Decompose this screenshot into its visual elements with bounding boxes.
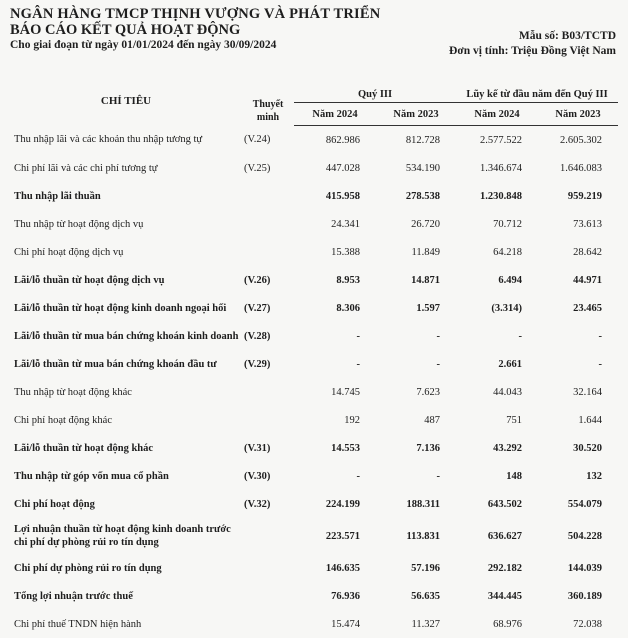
cell-ytd-2024: 643.502 <box>456 490 538 518</box>
cell-ytd-2024: 1.230.848 <box>456 182 538 210</box>
cell-q3-2023: - <box>376 350 456 378</box>
table-row <box>10 266 618 294</box>
cell-ytd-2024: (3.314) <box>456 294 538 322</box>
row-item-name: Lãi/lỗ thuần từ hoạt động kinh doanh ngoại hối <box>10 294 242 322</box>
row-item-name: Chi phí hoạt động dịch vụ <box>10 238 242 266</box>
row-note: (V.24) <box>242 126 294 155</box>
cell-ytd-2024: 148 <box>456 462 538 490</box>
table-row <box>10 554 618 582</box>
row-item-name-line-2: chi phí dự phòng rủi ro tín dụng <box>14 536 242 549</box>
cell-ytd-2023: 1.644 <box>538 406 618 434</box>
cell-q3-2023: 7.623 <box>376 378 456 406</box>
cell-q3-2023: 534.190 <box>376 154 456 182</box>
cell-q3-2024: 447.028 <box>294 154 376 182</box>
cell-q3-2023: 188.311 <box>376 490 456 518</box>
cell-ytd-2023: 1.646.083 <box>538 154 618 182</box>
row-item-name: Thu nhập từ góp vốn mua cổ phần <box>10 462 242 490</box>
row-note <box>242 518 294 554</box>
row-item-name: Chi phí hoạt động khác <box>10 406 242 434</box>
cell-ytd-2024: 43.292 <box>456 434 538 462</box>
table-row <box>10 462 618 490</box>
cell-q3-2023: - <box>376 462 456 490</box>
cell-ytd-2024: 64.218 <box>456 238 538 266</box>
row-item-name: Lãi/lỗ thuần từ hoạt động khác <box>10 434 242 462</box>
cell-ytd-2024: 2.577.522 <box>456 126 538 155</box>
cell-q3-2023: 278.538 <box>376 182 456 210</box>
row-note: (V.30) <box>242 462 294 490</box>
table-row <box>10 126 618 155</box>
cell-q3-2024: 76.936 <box>294 582 376 610</box>
cell-q3-2024: - <box>294 322 376 350</box>
cell-q3-2024: 8.953 <box>294 266 376 294</box>
row-item-name: Chi phí lãi và các chi phí tương tự <box>10 154 242 182</box>
row-item-name: Chi phí hoạt động <box>10 490 242 518</box>
cell-q3-2023: 7.136 <box>376 434 456 462</box>
row-note: (V.32) <box>242 490 294 518</box>
cell-ytd-2023: - <box>538 350 618 378</box>
cell-q3-2024: 415.958 <box>294 182 376 210</box>
column-header-item: CHỈ TIÊU <box>10 78 242 126</box>
cell-ytd-2023: 554.079 <box>538 490 618 518</box>
cell-ytd-2023: 504.228 <box>538 518 618 554</box>
row-item-name: Lãi/lỗ thuần từ mua bán chứng khoán đầu tư <box>10 350 242 378</box>
cell-ytd-2023: 360.189 <box>538 582 618 610</box>
row-note <box>242 406 294 434</box>
row-note <box>242 378 294 406</box>
cell-q3-2023: 11.849 <box>376 238 456 266</box>
cell-q3-2024: 146.635 <box>294 554 376 582</box>
bank-name: NGÂN HÀNG TMCP THỊNH VƯỢNG VÀ PHÁT TRIỂN <box>10 6 618 22</box>
note-header-line-2: minh <box>242 111 294 124</box>
row-item-name: Thu nhập lãi và các khoản thu nhập tương tự <box>10 126 242 155</box>
cell-q3-2024: 192 <box>294 406 376 434</box>
row-item-name: Chi phí thuế TNDN hiện hành <box>10 610 242 638</box>
cell-ytd-2024: 44.043 <box>456 378 538 406</box>
cell-q3-2024: 14.553 <box>294 434 376 462</box>
cell-ytd-2024: - <box>456 322 538 350</box>
row-item-name: Thu nhập lãi thuần <box>10 182 242 210</box>
row-note: (V.26) <box>242 266 294 294</box>
row-note: (V.28) <box>242 322 294 350</box>
cell-ytd-2023: 73.613 <box>538 210 618 238</box>
row-note: (V.31) <box>242 434 294 462</box>
row-item-name: Thu nhập từ hoạt động khác <box>10 378 242 406</box>
table-row <box>10 582 618 610</box>
note-header-line-1: Thuyết <box>242 98 294 111</box>
table-row <box>10 154 618 182</box>
table-row <box>10 490 618 518</box>
column-group-q3: Quý III <box>294 78 456 103</box>
cell-q3-2024: 24.341 <box>294 210 376 238</box>
row-note <box>242 610 294 638</box>
row-item-name: Lãi/lỗ thuần từ hoạt động dịch vụ <box>10 266 242 294</box>
cell-ytd-2024: 636.627 <box>456 518 538 554</box>
row-note <box>242 210 294 238</box>
cell-q3-2023: 113.831 <box>376 518 456 554</box>
cell-q3-2024: 8.306 <box>294 294 376 322</box>
cell-ytd-2024: 344.445 <box>456 582 538 610</box>
column-header-ytd-2023: Năm 2023 <box>538 103 618 126</box>
cell-q3-2023: 487 <box>376 406 456 434</box>
cell-q3-2024: 14.745 <box>294 378 376 406</box>
cell-q3-2023: 14.871 <box>376 266 456 294</box>
form-number: Mẫu số: B03/TCTD <box>519 30 616 42</box>
table-row <box>10 210 618 238</box>
report-period: Cho giai đoạn từ ngày 01/01/2024 đến ngày 30/09/2024 <box>10 38 618 52</box>
row-note <box>242 238 294 266</box>
cell-q3-2024: - <box>294 350 376 378</box>
column-header-q3-2024: Năm 2024 <box>294 103 376 126</box>
row-note: (V.27) <box>242 294 294 322</box>
cell-ytd-2023: - <box>538 322 618 350</box>
cell-ytd-2023: 32.164 <box>538 378 618 406</box>
row-item-name: Lãi/lỗ thuần từ mua bán chứng khoán kinh doanh <box>10 322 242 350</box>
cell-q3-2023: 26.720 <box>376 210 456 238</box>
cell-ytd-2024: 1.346.674 <box>456 154 538 182</box>
cell-q3-2024: 224.199 <box>294 490 376 518</box>
report-title: BÁO CÁO KẾT QUẢ HOẠT ĐỘNG <box>10 22 618 38</box>
table-body <box>10 126 618 638</box>
column-header-ytd-2024: Năm 2024 <box>456 103 538 126</box>
income-statement-table <box>10 78 618 638</box>
cell-ytd-2024: 751 <box>456 406 538 434</box>
cell-ytd-2024: 70.712 <box>456 210 538 238</box>
table-row <box>10 294 618 322</box>
cell-q3-2024: 223.571 <box>294 518 376 554</box>
cell-ytd-2023: 30.520 <box>538 434 618 462</box>
cell-ytd-2023: 44.971 <box>538 266 618 294</box>
cell-ytd-2024: 6.494 <box>456 266 538 294</box>
row-item-name: Tổng lợi nhuận trước thuế <box>10 582 242 610</box>
row-item-name <box>10 518 242 554</box>
row-item-name: Chi phí dự phòng rủi ro tín dụng <box>10 554 242 582</box>
cell-ytd-2023: 144.039 <box>538 554 618 582</box>
table-row <box>10 238 618 266</box>
table-row <box>10 610 618 638</box>
cell-ytd-2023: 72.038 <box>538 610 618 638</box>
cell-ytd-2024: 292.182 <box>456 554 538 582</box>
row-item-name: Thu nhập từ hoạt động dịch vụ <box>10 210 242 238</box>
row-item-name-line-1: Lợi nhuận thuần từ hoạt động kinh doanh trước <box>14 523 242 536</box>
table-row <box>10 322 618 350</box>
table-row <box>10 406 618 434</box>
cell-ytd-2023: 132 <box>538 462 618 490</box>
cell-q3-2023: - <box>376 322 456 350</box>
cell-q3-2023: 11.327 <box>376 610 456 638</box>
row-note <box>242 554 294 582</box>
table-row <box>10 378 618 406</box>
cell-ytd-2023: 28.642 <box>538 238 618 266</box>
cell-q3-2023: 1.597 <box>376 294 456 322</box>
row-note: (V.25) <box>242 154 294 182</box>
currency-unit: Đơn vị tính: Triệu Đồng Việt Nam <box>449 45 616 57</box>
column-header-q3-2023: Năm 2023 <box>376 103 456 126</box>
row-note: (V.29) <box>242 350 294 378</box>
cell-ytd-2023: 2.605.302 <box>538 126 618 155</box>
table-row <box>10 182 618 210</box>
table-row <box>10 434 618 462</box>
column-header-note <box>242 78 294 126</box>
cell-q3-2023: 56.635 <box>376 582 456 610</box>
cell-q3-2024: 862.986 <box>294 126 376 155</box>
table-row <box>10 518 618 554</box>
cell-ytd-2023: 23.465 <box>538 294 618 322</box>
cell-q3-2024: - <box>294 462 376 490</box>
cell-q3-2024: 15.388 <box>294 238 376 266</box>
table-row <box>10 350 618 378</box>
column-group-ytd: Lũy kế từ đầu năm đến Quý III <box>456 78 618 103</box>
cell-q3-2023: 812.728 <box>376 126 456 155</box>
cell-ytd-2023: 959.219 <box>538 182 618 210</box>
cell-ytd-2024: 2.661 <box>456 350 538 378</box>
row-note <box>242 182 294 210</box>
cell-q3-2024: 15.474 <box>294 610 376 638</box>
cell-q3-2023: 57.196 <box>376 554 456 582</box>
cell-ytd-2024: 68.976 <box>456 610 538 638</box>
row-note <box>242 582 294 610</box>
